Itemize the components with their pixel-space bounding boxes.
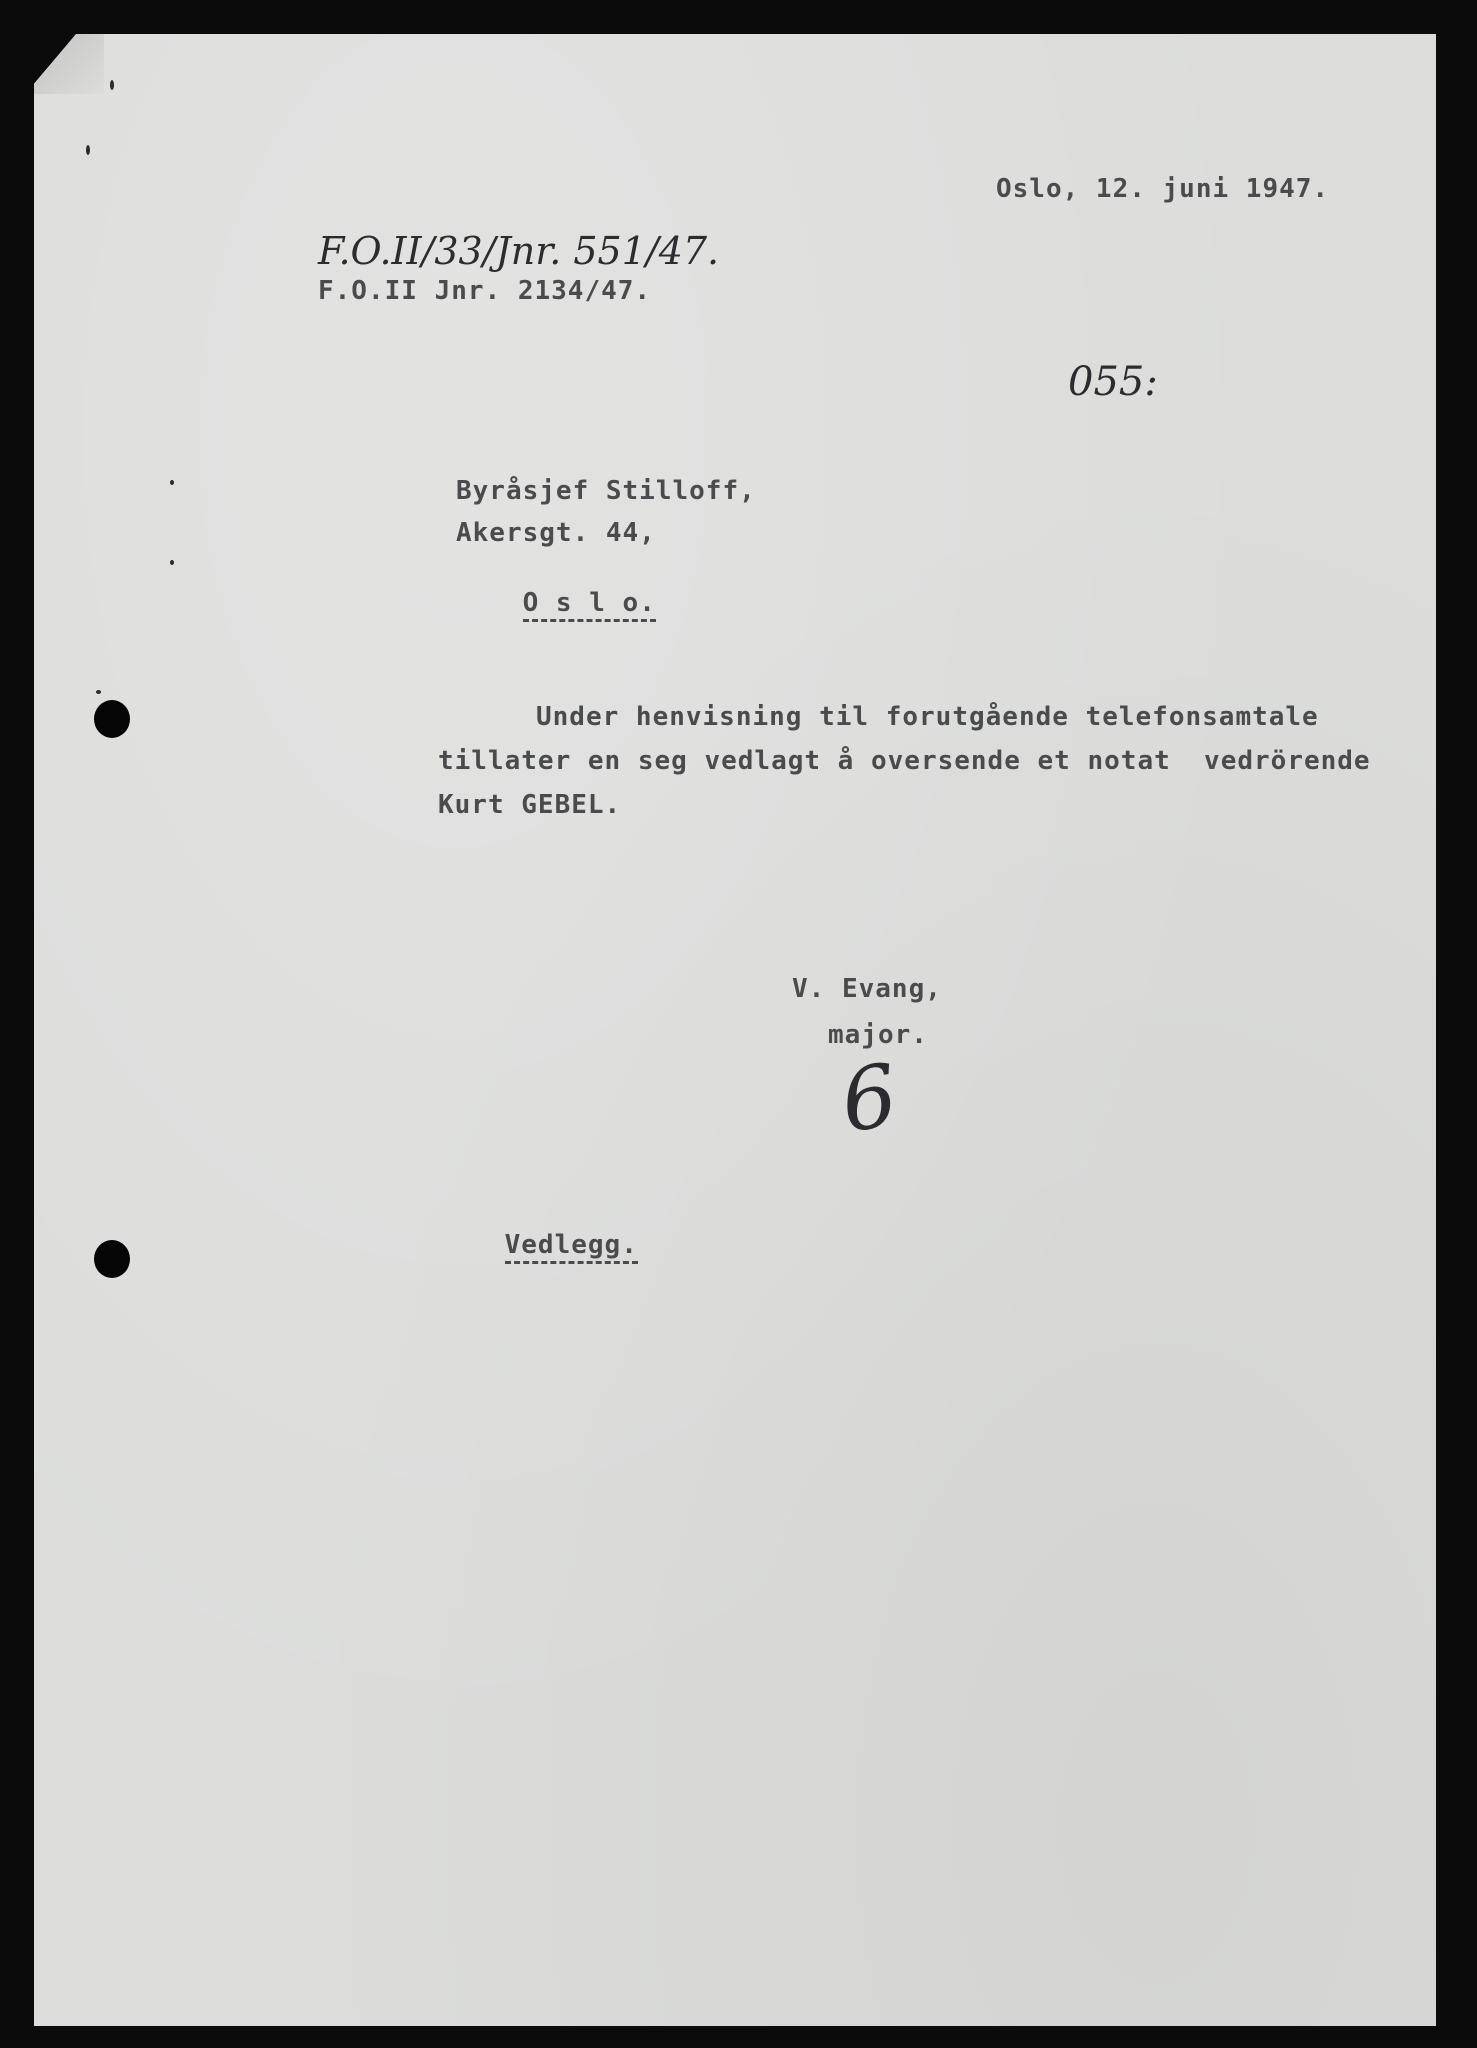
handwritten-number: 055: (1068, 359, 1158, 405)
margin-speck (96, 690, 101, 694)
body-line-2: tillater en seg vedlagt å oversende et notat vedrörende (438, 746, 1371, 776)
handwritten-initial: 6 (835, 1045, 904, 1153)
recipient-city: O s l o. (523, 590, 656, 622)
signature-name: V. Evang, (792, 974, 942, 1004)
handwritten-reference: F.O.II/33/Jnr. 551/47. (318, 229, 720, 273)
body-line-1: Under henvisning til forutgående telefonsamtale (536, 702, 1319, 732)
enclosure-label: Vedlegg. (505, 1232, 638, 1264)
paper-sheet (34, 34, 1436, 2026)
margin-speck (86, 145, 90, 155)
recipient-name: Byråsjef Stilloff, (456, 476, 756, 506)
body-line-3: Kurt GEBEL. (438, 790, 622, 820)
recipient-street: Akersgt. 44, (456, 518, 656, 548)
enclosure-wrap (438, 1206, 638, 1290)
typed-reference: F.O.II Jnr. 2134/47. (318, 276, 652, 306)
punch-hole-upper (94, 700, 130, 738)
margin-speck (110, 80, 114, 90)
punch-hole-lower (94, 1240, 130, 1278)
margin-speck (170, 480, 174, 485)
recipient-city-wrap (456, 564, 656, 648)
signature-title: major. (828, 1020, 928, 1050)
margin-speck (170, 560, 174, 565)
folded-corner (34, 34, 104, 94)
date-line: Oslo, 12. juni 1947. (996, 174, 1330, 204)
